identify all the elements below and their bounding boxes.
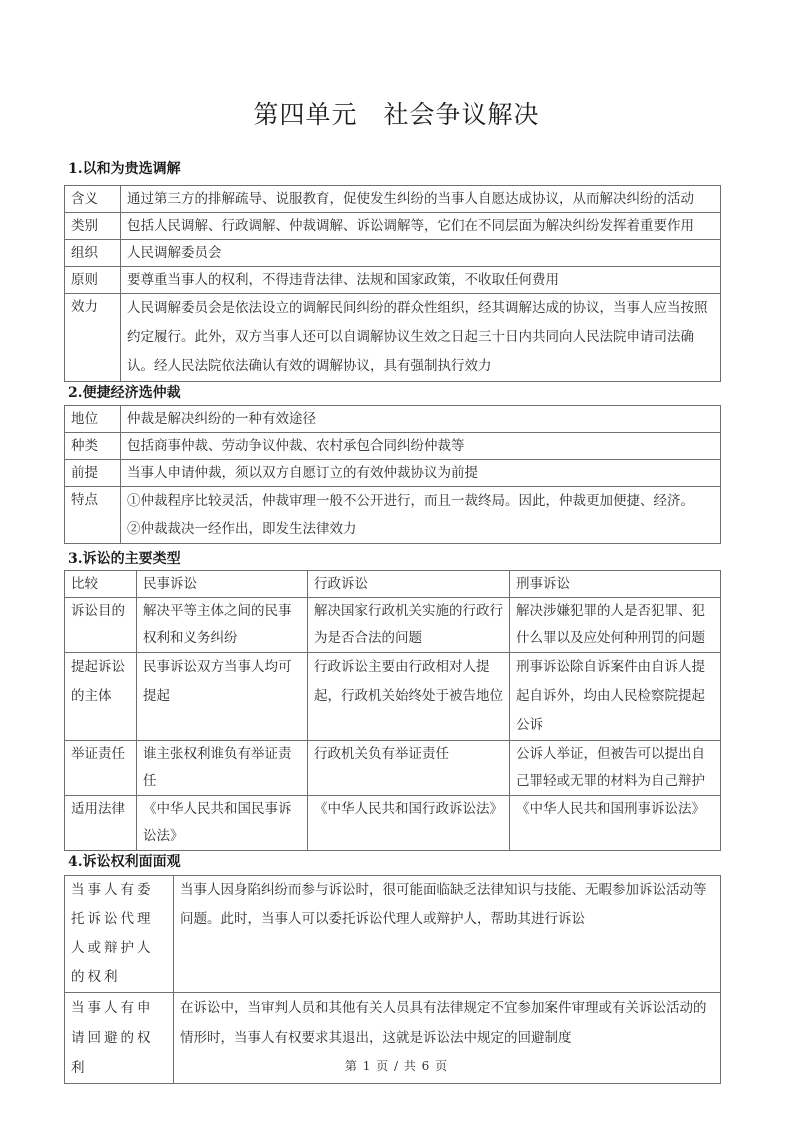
section-heading-litigation-types: 3.诉讼的主要类型 xyxy=(68,551,181,567)
mediation-table xyxy=(64,185,721,382)
row-label: 原则 xyxy=(65,267,121,294)
criminal-cell: 解决涉嫌犯罪的人是否犯罪、犯什么罪以及应处何种刑罚的问题 xyxy=(510,598,721,653)
arbitration-table xyxy=(64,405,721,544)
table-row xyxy=(65,406,721,433)
row-label: 类别 xyxy=(65,213,121,240)
header-cell: 刑事诉讼 xyxy=(510,571,721,598)
table-row xyxy=(65,433,721,460)
page-footer: 第 1 页 / 共 6 页 xyxy=(344,1059,449,1073)
civil-cell: 《中华人民共和国民事诉讼法》 xyxy=(137,796,308,851)
row-content: 人民调解委员会 xyxy=(121,240,721,267)
row-content: 当事人申请仲裁，须以双方自愿订立的有效仲裁协议为前提 xyxy=(121,460,721,487)
row-label: 当事人有委托诉讼代理人或辩护人的权利 xyxy=(65,876,174,993)
administrative-cell: 行政机关负有举证责任 xyxy=(308,741,510,796)
administrative-cell: 《中华人民共和国行政诉讼法》 xyxy=(308,796,510,851)
row-label: 特点 xyxy=(65,487,121,544)
table-row xyxy=(65,741,721,796)
row-content: 要尊重当事人的权利，不得违背法律、法规和国家政策，不收取任何费用 xyxy=(121,267,721,294)
row-content: 人民调解委员会是依法设立的调解民间纠纷的群众性组织，经其调解达成的协议，当事人应当按照约定履行。此外，双方当事人还可以自调解协议生效之日起三十日内共同向人民法院申请司法确认。经人民法院依法确认有效的调解协议，具有强制执行效力 xyxy=(121,294,721,382)
table-row xyxy=(65,876,721,993)
administrative-cell: 行政诉讼主要由行政相对人提起，行政机关始终处于被告地位 xyxy=(308,653,510,741)
row-content: 仲裁是解决纠纷的一种有效途径 xyxy=(121,406,721,433)
table-row xyxy=(65,653,721,741)
row-label: 含义 xyxy=(65,186,121,213)
header-cell: 比较 xyxy=(65,571,137,598)
table-row xyxy=(65,213,721,240)
table-row xyxy=(65,460,721,487)
row-label: 地位 xyxy=(65,406,121,433)
row-content: 在诉讼中，当审判人员和其他有关人员具有法律规定不宜参加案件审理或有关诉讼活动的情形时，当事人有权要求其退出，这就是诉讼法中规定的回避制度 xyxy=(174,993,721,1084)
row-label: 适用法律 xyxy=(65,796,137,851)
feature-line-2: ②仲裁裁决一经作出，即发生法律效力 xyxy=(127,521,357,537)
litigation-types-table xyxy=(64,570,721,851)
row-content xyxy=(121,487,721,544)
administrative-cell: 解决国家行政机关实施的行政行为是否合法的问题 xyxy=(308,598,510,653)
criminal-cell: 公诉人举证，但被告可以提出自己罪轻或无罪的材料为自己辩护 xyxy=(510,741,721,796)
civil-cell: 解决平等主体之间的民事权利和义务纠纷 xyxy=(137,598,308,653)
row-label: 当事人有申请回避的权利 xyxy=(65,993,174,1084)
civil-cell: 谁主张权利谁负有举证责任 xyxy=(137,741,308,796)
civil-cell: 民事诉讼双方当事人均可提起 xyxy=(137,653,308,741)
table-row xyxy=(65,598,721,653)
row-content: 当事人因身陷纠纷而参与诉讼时，很可能面临缺乏法律知识与技能、无暇参加诉讼活动等问题。此时，当事人可以委托诉讼代理人或辩护人，帮助其进行诉讼 xyxy=(174,876,721,993)
table-row xyxy=(65,294,721,382)
page-title: 第四单元 社会争议解决 xyxy=(253,100,540,129)
row-label: 效力 xyxy=(65,294,121,382)
section-heading-arbitration: 2.便捷经济选仲裁 xyxy=(68,385,181,401)
table-row xyxy=(65,487,721,544)
table-row xyxy=(65,267,721,294)
table-row xyxy=(65,186,721,213)
row-label: 组织 xyxy=(65,240,121,267)
row-content: 包括人民调解、行政调解、仲裁调解、诉讼调解等，它们在不同层面为解决纠纷发挥着重要作用 xyxy=(121,213,721,240)
row-label: 前提 xyxy=(65,460,121,487)
section-heading-mediation: 1.以和为贵选调解 xyxy=(68,161,181,177)
row-label: 诉讼目的 xyxy=(65,598,137,653)
criminal-cell: 刑事诉讼除自诉案件由自诉人提起自诉外，均由人民检察院提起公诉 xyxy=(510,653,721,741)
table-row xyxy=(65,240,721,267)
table-row xyxy=(65,796,721,851)
header-cell: 行政诉讼 xyxy=(308,571,510,598)
row-content: 通过第三方的排解疏导、说服教育，促使发生纠纷的当事人自愿达成协议，从而解决纠纷的活动 xyxy=(121,186,721,213)
litigation-rights-table xyxy=(64,875,721,1084)
row-content: 包括商事仲裁、劳动争议仲裁、农村承包合同纠纷仲裁等 xyxy=(121,433,721,460)
table-header-row xyxy=(65,571,721,598)
feature-line-1: ①仲裁程序比较灵活，仲裁审理一般不公开进行，而且一裁终局。因此，仲裁更加便捷、经济。 xyxy=(127,493,694,509)
criminal-cell: 《中华人民共和国刑事诉讼法》 xyxy=(510,796,721,851)
row-label: 提起诉讼的主体 xyxy=(65,653,137,741)
header-cell: 民事诉讼 xyxy=(137,571,308,598)
row-label: 种类 xyxy=(65,433,121,460)
section-heading-litigation-rights: 4.诉讼权利面面观 xyxy=(68,854,181,870)
row-label: 举证责任 xyxy=(65,741,137,796)
